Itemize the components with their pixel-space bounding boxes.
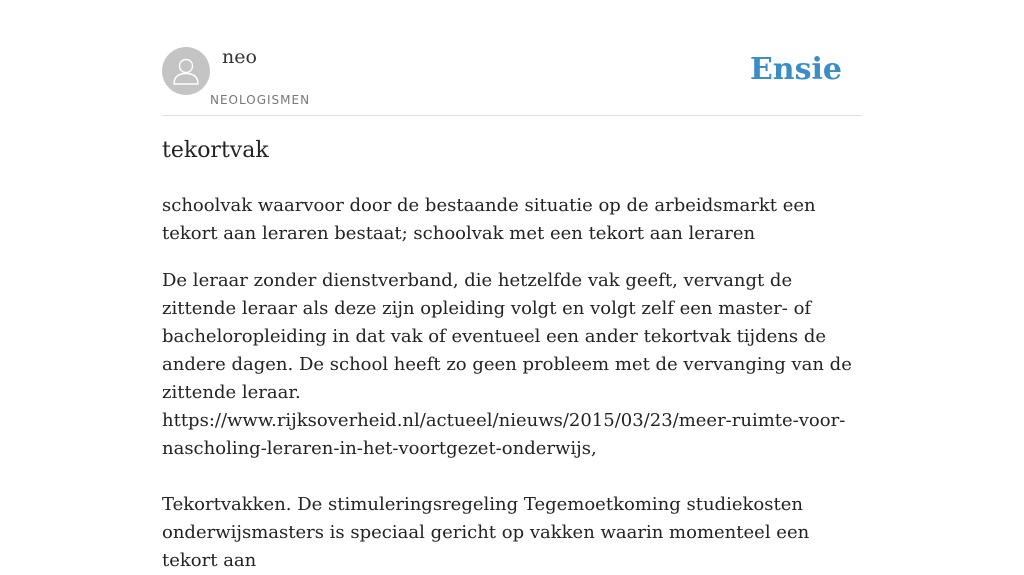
example-text: De leraar zonder dienstverband, die hetzelfde vak geeft, vervangt de zittende leraar als deze zijn opleiding volgt en volgt zelf een master- of bacheloropleiding in dat vak of eventueel een ander tekortvak tijdens de andere dagen. De school heeft zo geen probleem met de vervanging van de zittende leraar. https://www.rijksoverheid.nl/actueel/nieuws/2015/03/23/meer-ruimte-voor-nascholing-leraren-in-het-voortgezet-onderwijs, Tekortvakken. De stimuleringsregeling Tegemoetkoming studiekosten onderwijsmasters is speciaal gericht op vakken waarin momenteel een tekort aan <box>162 270 852 571</box>
term-title: tekortvak <box>162 138 269 163</box>
definition-text: schoolvak waarvoor door de bestaande situatie op de arbeidsmarkt een tekort aan leraren bestaat; schoolvak met een tekort aan leraren <box>162 195 816 244</box>
username[interactable]: neo <box>222 46 257 68</box>
entry-card <box>162 0 862 571</box>
entry-header <box>162 0 862 116</box>
dictionary-link[interactable]: NEOLOGISMEN <box>210 93 311 107</box>
user-avatar-icon[interactable] <box>162 47 210 95</box>
ensie-logo[interactable]: Ensie <box>749 52 842 87</box>
